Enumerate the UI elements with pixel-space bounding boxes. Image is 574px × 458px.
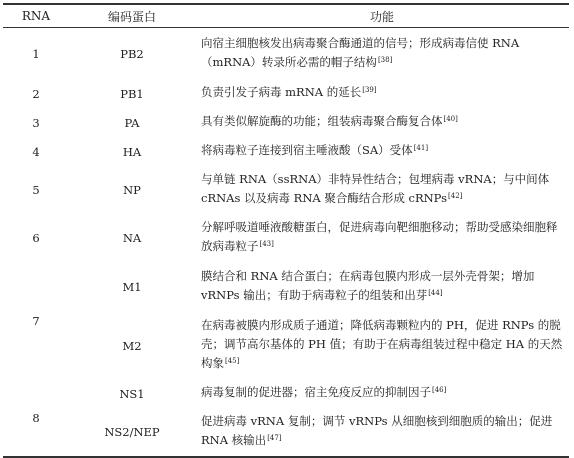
rna-cell: 8: [32, 410, 40, 425]
table-row: [3, 379, 569, 408]
function-cell: [195, 166, 569, 214]
function-cell: [195, 214, 569, 262]
function-cell: [195, 408, 569, 457]
function-cell: [195, 312, 569, 379]
reference-note: [40]: [443, 115, 458, 123]
protein-cell: NA: [122, 231, 142, 245]
protein-cell: PB1: [120, 86, 144, 101]
protein-cell: M2: [122, 338, 142, 353]
rna-cell: 7: [32, 313, 40, 328]
function-cell: [195, 108, 569, 137]
table-row: [3, 28, 569, 80]
table-row: [3, 214, 569, 262]
header-function: 功能: [369, 9, 394, 24]
reference-note: [42]: [448, 192, 463, 200]
reference-note: [46]: [432, 386, 447, 394]
function-text: 分解呼吸道唾液酸糖蛋白，促进病毒向靶细胞移动；帮助受感染细胞释放病毒粒子: [201, 220, 558, 253]
function-text: 负责引发子病毒 mRNA 的延长: [201, 85, 362, 99]
reference-note: [45]: [225, 357, 240, 365]
function-cell: [195, 137, 569, 166]
rna-cell: 2: [32, 86, 40, 101]
protein-cell: M1: [122, 280, 142, 294]
protein-cell: NP: [123, 183, 141, 197]
table-row: [3, 137, 569, 166]
function-cell: [195, 28, 569, 80]
reference-note: [44]: [428, 289, 443, 297]
table-row: [3, 312, 569, 379]
function-text: 膜结合和 RNA 结合蛋白；在病毒包膜内形成一层外壳骨架；增加 vRNPs 输出；有助于病毒粒子的组装和出芽: [201, 269, 535, 302]
protein-cell: NS1: [119, 386, 145, 401]
function-cell: [195, 262, 569, 312]
rna-cell: 5: [32, 183, 40, 197]
rna-cell: 6: [32, 231, 40, 245]
table-row: [3, 262, 569, 312]
rna-cell: 1: [32, 46, 40, 61]
protein-cell: PA: [124, 115, 140, 130]
function-text: 促进病毒 vRNA 复制；调节 vRNPs 从细胞核到细胞质的输出；促进 RNA 核输出: [201, 414, 553, 447]
protein-cell: PB2: [120, 46, 144, 61]
function-text: 病毒复制的促进器；宿主免疫反应的抑制因子: [201, 385, 431, 399]
table-row: [3, 166, 569, 214]
rna-cell: 3: [32, 115, 40, 130]
header-protein: 编码蛋白: [107, 9, 156, 24]
reference-note: [43]: [259, 240, 274, 248]
reference-note: [38]: [377, 55, 393, 64]
function-text: 将病毒粒子连接到宿主唾液酸（SA）受体: [201, 143, 413, 157]
function-cell: [195, 379, 569, 408]
function-text: 向宿主细胞核发出病毒聚合酶通道的信号；形成病毒信使 RNA（mRNA）转录所必需的帽子结构: [201, 35, 520, 69]
function-text: 与单链 RNA（ssRNA）非特异性结合；包埋病毒 vRNA；与中间体 cRNAs 以及病毒 RNA 聚合酶结合形成 cRNPs: [201, 172, 550, 205]
reference-note: [47]: [267, 434, 282, 442]
header-rna: RNA: [21, 9, 51, 23]
protein-cell: HA: [122, 144, 142, 159]
table-row: [3, 79, 569, 108]
function-text: 具有类似解旋酶的功能；组装病毒聚合酶复合体: [201, 114, 443, 128]
table-row: [3, 108, 569, 137]
reference-note: [41]: [413, 144, 429, 152]
protein-cell: NS2/NEP: [104, 425, 160, 439]
function-cell: [195, 79, 569, 108]
protein-function-table: [3, 3, 569, 458]
rna-cell: 4: [32, 144, 40, 159]
function-text: 在病毒被膜内形成质子通道；降低病毒颗粒内的 PH，促进 RNPs 的脱壳；调节高尔基体的 PH 值；有助于在病毒组装过程中稳定 HA 的天然构象: [201, 318, 563, 370]
reference-note: [39]: [362, 86, 377, 94]
table-row: [3, 408, 569, 457]
table-header-row: [3, 4, 569, 28]
